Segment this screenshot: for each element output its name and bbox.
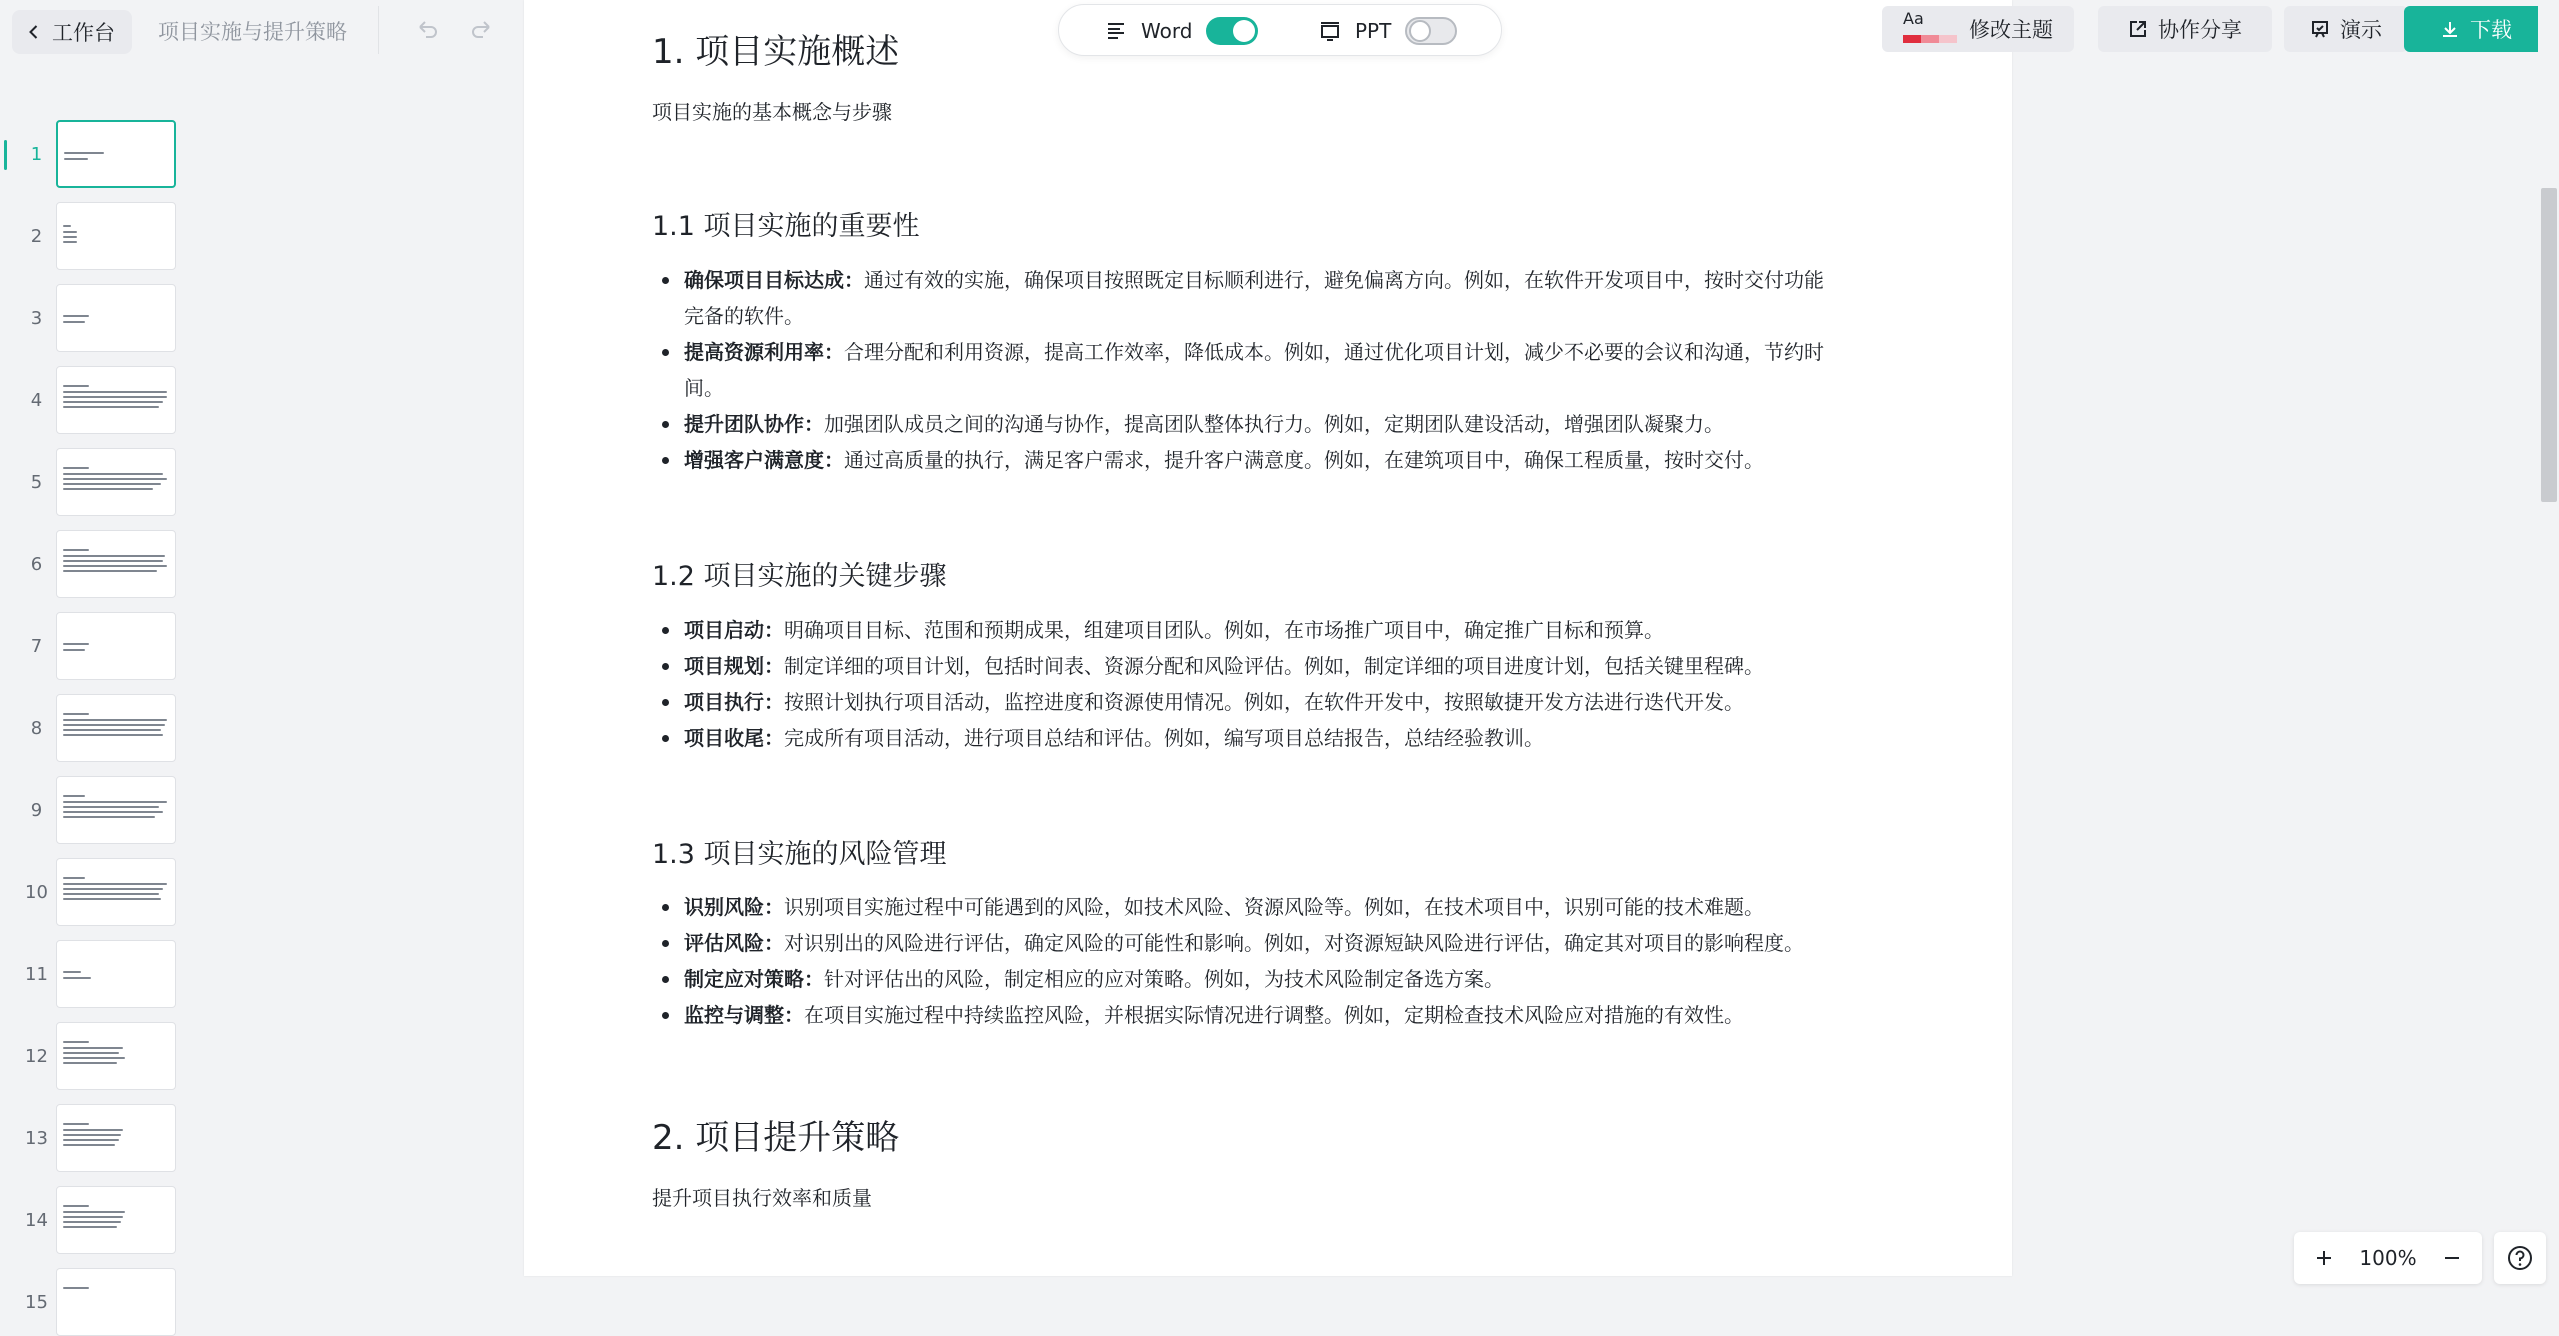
thumbnail-number: 4	[30, 390, 43, 411]
item-text: 通过高质量的执行，满足客户需求，提升客户满意度。例如，在建筑项目中，确保工程质量，按时交付。	[844, 448, 1764, 472]
present-label: 演示	[2340, 18, 2382, 42]
zoom-out-button[interactable]	[2438, 1244, 2466, 1272]
present-button[interactable]	[2284, 6, 2408, 52]
item-text-wrap: 完备的软件。	[684, 304, 804, 328]
thumbnail-card[interactable]	[56, 202, 176, 270]
thumbnail-card[interactable]	[56, 858, 176, 926]
thumbnail-number: 5	[30, 472, 43, 493]
download-label: 下载	[2470, 18, 2512, 42]
item-text: 针对评估出的风险，制定相应的应对策略。例如，为技术风险制定备选方案。	[824, 967, 1504, 991]
bullet-list	[652, 262, 1944, 478]
zoom-controls	[2294, 1232, 2482, 1284]
thumbnail-card[interactable]	[56, 120, 176, 188]
item-text-wrap: 间。	[684, 376, 724, 400]
active-thumbnail-indicator	[4, 140, 7, 170]
thumbnail-item[interactable]	[0, 1022, 190, 1090]
item-text: 通过有效的实施，确保项目按照既定目标顺利进行，避免偏离方向。例如，在软件开发项目中，按时交付功能	[864, 268, 1824, 292]
item-text: 识别项目实施过程中可能遇到的风险，如技术风险、资源风险等。例如，在技术项目中，识别可能的技术难题。	[784, 895, 1764, 919]
thumbnail-item[interactable]	[0, 1186, 190, 1254]
item-label: 评估风险：	[684, 931, 784, 955]
item-label: 提高资源利用率：	[684, 340, 844, 364]
thumbnail-item[interactable]	[0, 612, 190, 680]
thumbnail-card[interactable]	[56, 284, 176, 352]
share-button[interactable]	[2098, 6, 2272, 52]
thumbnail-item[interactable]	[0, 776, 190, 844]
share-label: 协作分享	[2158, 18, 2242, 42]
list-item	[684, 925, 1944, 961]
word-doc-icon	[1105, 20, 1127, 42]
thumbnail-card[interactable]	[56, 940, 176, 1008]
ppt-mode-toggle[interactable]	[1405, 17, 1457, 45]
bullet-list	[652, 612, 1944, 756]
thumbnail-number: 15	[25, 1292, 48, 1313]
item-label: 项目启动：	[684, 618, 784, 642]
thumbnail-number: 6	[30, 554, 43, 575]
list-item	[684, 442, 1944, 478]
paragraph: 项目实施的基本概念与步骤	[652, 100, 892, 124]
document-title[interactable]: 项目实施与提升策略	[158, 20, 347, 44]
list-item	[684, 889, 1944, 925]
bullet-list	[652, 889, 1944, 1033]
heading-1: 2. 项目提升策略	[652, 1118, 900, 1158]
item-text: 制定详细的项目计划，包括时间表、资源分配和风险评估。例如，制定详细的项目进度计划，包括关键里程碑。	[784, 654, 1764, 678]
thumbnail-card[interactable]	[56, 1268, 176, 1336]
thumbnail-number: 12	[25, 1046, 48, 1067]
thumbnail-item[interactable]	[0, 202, 190, 270]
change-theme-label: 修改主题	[1969, 18, 2053, 42]
thumbnail-number: 9	[30, 800, 43, 821]
thumbnail-number: 11	[25, 964, 48, 985]
list-item	[684, 612, 1944, 648]
thumbnail-card[interactable]	[56, 530, 176, 598]
back-to-workbench-button[interactable]	[12, 10, 132, 54]
thumbnail-item[interactable]	[0, 120, 190, 188]
item-label: 项目执行：	[684, 690, 784, 714]
thumbnail-item[interactable]	[0, 530, 190, 598]
heading-2: 1.1 项目实施的重要性	[652, 211, 920, 242]
thumbnail-card[interactable]	[56, 1022, 176, 1090]
help-icon	[2506, 1244, 2534, 1272]
chevron-left-icon	[26, 24, 42, 40]
item-text: 明确项目目标、范围和预期成果，组建项目团队。例如，在市场推广项目中，确定推广目标和预算。	[784, 618, 1664, 642]
word-mode-label: Word	[1141, 19, 1193, 43]
download-button[interactable]	[2404, 6, 2548, 52]
thumbnail-number: 2	[30, 226, 43, 247]
redo-icon	[469, 18, 493, 42]
list-item	[684, 262, 1944, 334]
item-label: 增强客户满意度：	[684, 448, 844, 472]
thumbnail-card[interactable]	[56, 366, 176, 434]
heading-2: 1.3 项目实施的风险管理	[652, 839, 947, 870]
document-page[interactable]	[524, 0, 2012, 1276]
item-text: 按照计划执行项目活动，监控进度和资源使用情况。例如，在软件开发中，按照敏捷开发方法进行迭代开发。	[784, 690, 1744, 714]
thumbnail-card[interactable]	[56, 612, 176, 680]
list-item	[684, 648, 1944, 684]
ppt-mode[interactable]	[1319, 5, 1457, 57]
item-label: 制定应对策略：	[684, 967, 824, 991]
ppt-slide-icon	[1319, 20, 1341, 42]
ppt-mode-label: PPT	[1355, 19, 1392, 43]
item-label: 项目收尾：	[684, 726, 784, 750]
undo-button[interactable]	[414, 16, 442, 44]
thumbnail-number: 13	[25, 1128, 48, 1149]
zoom-level: 100%	[2359, 1246, 2417, 1270]
view-mode-switcher	[1058, 4, 1502, 56]
undo-icon	[416, 18, 440, 42]
list-item	[684, 406, 1944, 442]
thumbnail-item[interactable]	[0, 694, 190, 762]
thumbnail-number: 7	[30, 636, 43, 657]
item-text: 合理分配和利用资源，提高工作效率，降低成本。例如，通过优化项目计划，减少不必要的会议和沟通，节约时	[844, 340, 1824, 364]
thumbnail-card[interactable]	[56, 1104, 176, 1172]
list-item	[684, 684, 1944, 720]
heading-2: 1.2 项目实施的关键步骤	[652, 561, 947, 592]
vertical-scrollbar-thumb[interactable]	[2541, 188, 2557, 502]
zoom-in-button[interactable]	[2310, 1244, 2338, 1272]
present-icon	[2310, 19, 2330, 39]
download-icon	[2440, 19, 2460, 39]
item-text: 加强团队成员之间的沟通与协作，提高团队整体执行力。例如，定期团队建设活动，增强团队凝聚力。	[824, 412, 1724, 436]
slide-thumbnail-list[interactable]	[0, 110, 190, 1313]
thumbnail-number: 14	[25, 1210, 48, 1231]
share-icon	[2128, 19, 2148, 39]
item-text: 完成所有项目活动，进行项目总结和评估。例如，编写项目总结报告，总结经验教训。	[784, 726, 1544, 750]
item-label: 项目规划：	[684, 654, 784, 678]
item-text: 对识别出的风险进行评估，确定风险的可能性和影响。例如，对资源短缺风险进行评估，确定其对项目的影响程度。	[784, 931, 1804, 955]
paragraph: 提升项目执行效率和质量	[652, 1186, 872, 1210]
item-text: 在项目实施过程中持续监控风险，并根据实际情况进行调整。例如，定期检查技术风险应对措施的有效性。	[804, 1003, 1744, 1027]
thumbnail-number: 3	[30, 308, 43, 329]
list-item	[684, 961, 1944, 997]
plus-icon	[2314, 1248, 2334, 1268]
thumbnail-number: 1	[30, 144, 43, 165]
thumbnail-item[interactable]	[0, 448, 190, 516]
thumbnail-card[interactable]	[56, 776, 176, 844]
item-label: 识别风险：	[684, 895, 784, 919]
theme-palette-icon: Aa	[1903, 13, 1959, 45]
thumbnail-item[interactable]	[0, 858, 190, 926]
word-mode[interactable]	[1105, 5, 1258, 57]
help-button[interactable]	[2494, 1232, 2546, 1284]
thumbnail-item[interactable]	[0, 366, 190, 434]
thumbnail-card[interactable]	[56, 448, 176, 516]
item-label: 监控与调整：	[684, 1003, 804, 1027]
redo-button[interactable]	[467, 16, 495, 44]
heading-1: 1. 项目实施概述	[652, 32, 900, 72]
thumbnail-number: 8	[30, 718, 43, 739]
list-item	[684, 997, 1944, 1033]
thumbnail-item[interactable]	[0, 284, 190, 352]
thumbnail-number: 10	[25, 882, 48, 903]
toolbar-divider	[378, 6, 379, 54]
item-label: 确保项目目标达成：	[684, 268, 864, 292]
minus-icon	[2442, 1248, 2462, 1268]
change-theme-button[interactable]	[1882, 6, 2074, 52]
thumbnail-item[interactable]	[0, 940, 190, 1008]
thumbnail-item[interactable]	[0, 1268, 190, 1336]
item-label: 提升团队协作：	[684, 412, 824, 436]
thumbnail-item[interactable]	[0, 1104, 190, 1172]
list-item	[684, 720, 1944, 756]
list-item	[684, 334, 1944, 406]
word-mode-toggle[interactable]	[1206, 17, 1258, 45]
thumbnail-card[interactable]	[56, 1186, 176, 1254]
thumbnail-card[interactable]	[56, 694, 176, 762]
back-label: 工作台	[52, 21, 115, 45]
